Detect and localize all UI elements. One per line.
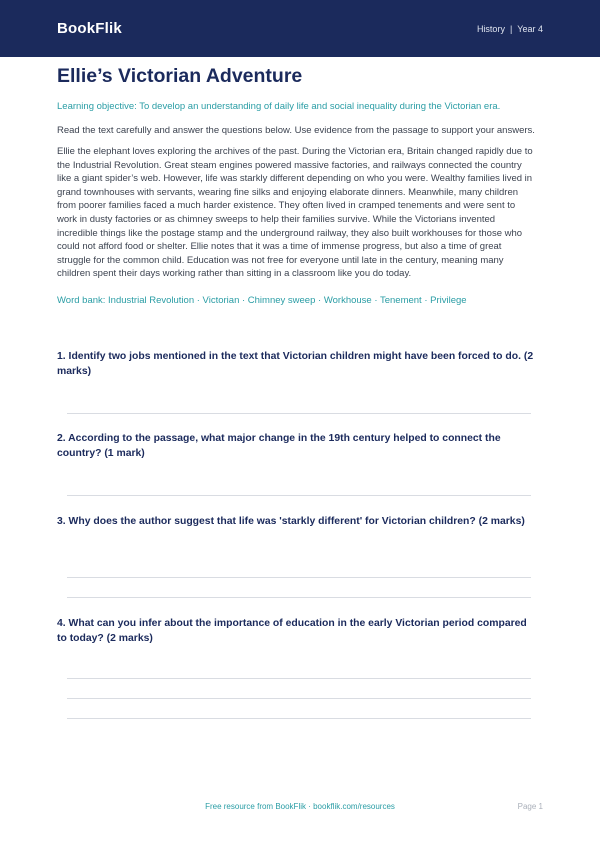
question-1: 1. Identify two jobs mentioned in the text that Victorian children might have been forced to do. (2 marks) [57,351,534,377]
worksheet-body [57,64,535,308]
reading-passage: Ellie the elephant loves exploring the archives of the past. During the Victorian era, Britain changed rapidly due to the Industrial Revolution. Great steam engines powered massive factories, and railways connected the country like a giant spider’s web. However, life was starkly different depending on who you were. Wealthy families lived in grand townhouses with servants, wearing fine silks and enjoying elaborate dinners. Meanwhile, many children from poorer families faced a much harder existence. They often lived in cramped tenements and were sent to work in dusty factories or as chimney sweeps to help their families survive. While the Victorians invented incredible things like the postage stamp and the underground railway, they also built workhouses for those who could not afford food or shelter. Ellie notes that it was a time of immense progress, but also a time of great struggle for the common child. Education was not free for everyone until late in the century, meaning many children spent their days working rather than sitting in a classroom like you do today. [57,146,533,280]
answer-line[interactable] [67,413,531,414]
learning-objective: Learning objective: To develop an understanding of daily life and social inequality during the Victorian era. [57,101,501,112]
year-label: Year 4 [517,23,543,34]
footer-resource-link[interactable]: Free resource from BookFlik · bookflik.com/resources [205,802,395,811]
page-number: Page 1 [517,802,543,811]
worksheet-title: Ellie’s Victorian Adventure [57,65,303,87]
answer-line[interactable] [67,495,531,496]
answer-line[interactable] [67,577,531,578]
subject-year-meta [477,24,543,34]
question-2: 2. According to the passage, what major change in the 19th century helped to connect the country? (1 mark) [57,433,501,459]
answer-line[interactable] [67,597,531,598]
answer-line[interactable] [67,698,531,699]
question-3: 3. Why does the author suggest that life was 'starkly different' for Victorian children? (2 marks) [57,516,525,527]
instructions: Read the text carefully and answer the questions below. Use evidence from the passage to support your answers. [57,125,535,136]
answer-line[interactable] [67,718,531,719]
answer-line[interactable] [67,678,531,679]
subject-label: History [476,23,505,34]
brand-logo[interactable]: BookFlik [57,20,122,37]
question-4: 4. What can you infer about the importance of education in the early Victorian period compared to today? (2 marks) [57,618,527,644]
meta-separator: | [509,23,513,34]
word-bank: Word bank: Industrial Revolution · Victorian · Chimney sweep · Workhouse · Tenement · Privilege [57,294,467,306]
page-header [0,0,600,57]
